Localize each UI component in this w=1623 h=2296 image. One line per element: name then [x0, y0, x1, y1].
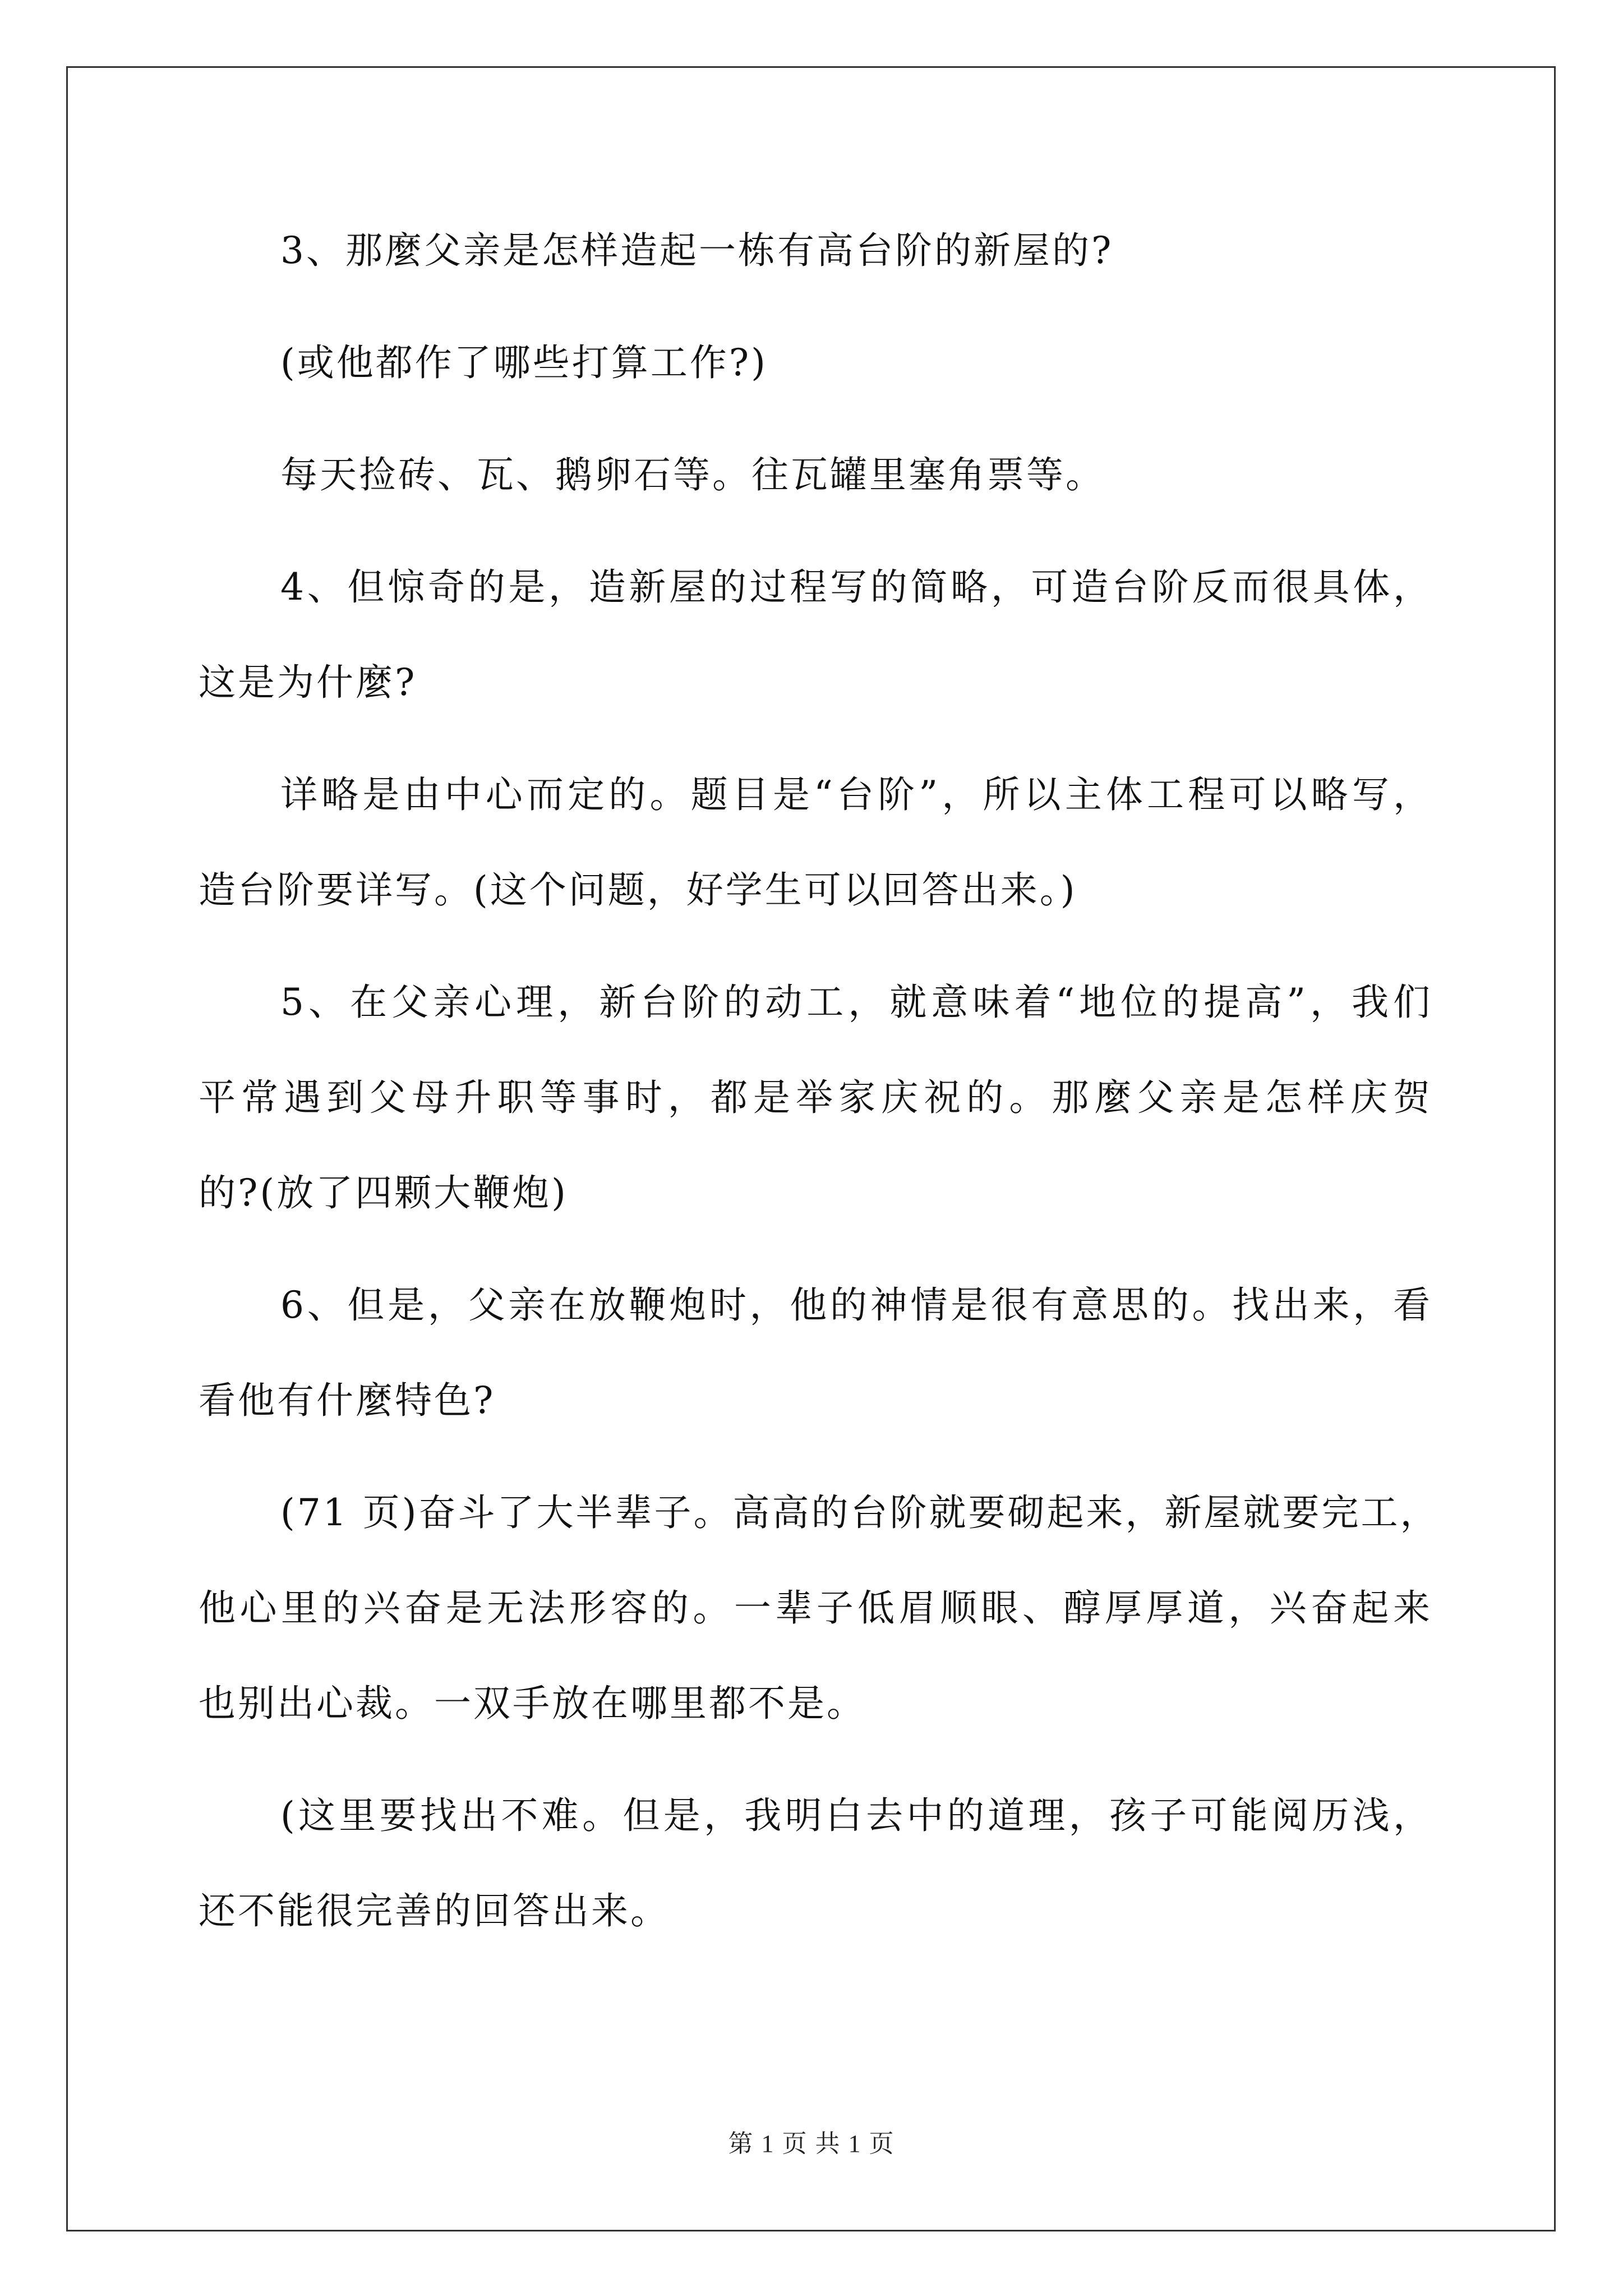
paragraph-line: 也别出心裁。一双手放在哪里都不是。 [199, 1682, 866, 1725]
paragraph-line: 的?(放了四颗大鞭炮) [199, 1171, 568, 1214]
paragraph-line: (71 页)奋斗了大半辈子。高高的台阶就要砌起来，新屋就要完工， [280, 1491, 1440, 1534]
paragraph-line: 4、但惊奇的是，造新屋的过程写的简略，可造台阶反而很具体， [280, 565, 1432, 609]
paragraph-line: 看他有什麼特色? [199, 1379, 496, 1422]
paragraph-line: 5、在父亲心理，新台阶的动工，就意味着“地位的提高”，我们 [280, 981, 1432, 1024]
paragraph-line: 这是为什麼? [199, 661, 417, 704]
paragraph-line: 6、但是，父亲在放鞭炮时，他的神情是很有意思的。找出来，看 [280, 1283, 1432, 1327]
paragraph-line: 他心里的兴奋是无法形容的。一辈子低眉顺眼、醇厚厚道，兴奋起来 [199, 1586, 1432, 1630]
paragraph-line: 造台阶要详写。(这个问题，好学生可以回答出来。) [199, 868, 1077, 912]
paragraph-line: 3、那麼父亲是怎样造起一栋有高台阶的新屋的? [280, 229, 1114, 272]
paragraph-line: (或他都作了哪些打算工作?) [280, 341, 768, 384]
paragraph-line: 每天捡砖、瓦、鹅卵石等。往瓦罐里塞角票等。 [280, 453, 1105, 496]
page-footer: 第 1 页 共 1 页 [728, 2130, 895, 2157]
paragraph-line: 平常遇到父母升职等事时，都是举家庆祝的。那麼父亲是怎样庆贺 [199, 1076, 1432, 1119]
paragraph-line: 还不能很完善的回答出来。 [199, 1889, 670, 1932]
paragraph-line: 详略是由中心而定的。题目是“台阶”，所以主体工程可以略写， [280, 773, 1432, 816]
paragraph-line: (这里要找出不难。但是，我明白去中的道理，孩子可能阅历浅， [280, 1794, 1432, 1837]
